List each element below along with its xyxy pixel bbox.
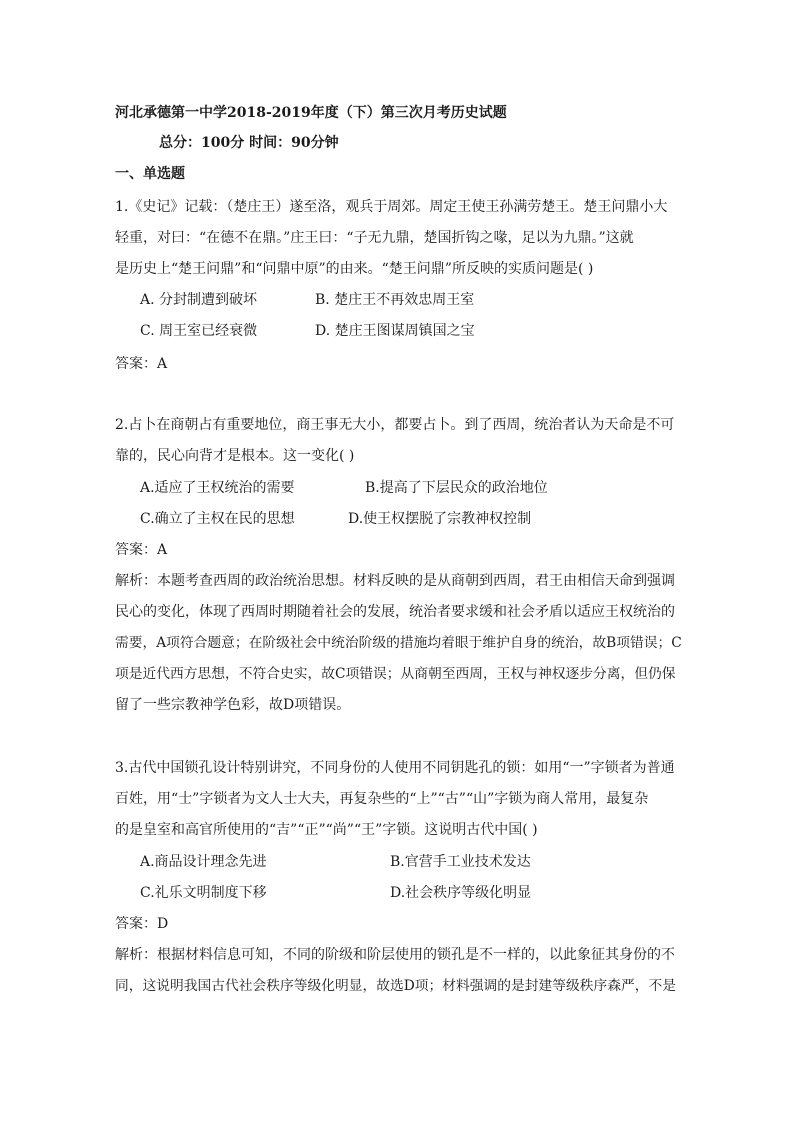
question-1-option-d: D. 楚庄王图谋周镇国之宝 bbox=[315, 323, 475, 339]
section-heading: 一、单选题 bbox=[115, 166, 185, 182]
question-1-stem-line-1: 1.《史记》记载：（楚庄王）遂至洛，观兵于周郊。周定王使王孙满劳楚王。楚王问鼎小大 bbox=[115, 199, 668, 215]
question-3-option-d: D.社会秩序等级化明显 bbox=[390, 885, 532, 901]
question-1-stem-line-3: 是历史上“楚王问鼎”和“问鼎中原”的由来。“楚王问鼎”所反映的实质问题是( ) bbox=[115, 261, 594, 277]
question-1-stem-line-2: 轻重，对曰：“在德不在鼎。”庄王曰：“子无九鼎，楚国折钩之喙，足以为九鼎。”这就 bbox=[115, 230, 634, 246]
question-3-answer: 答案：D bbox=[115, 916, 169, 932]
question-3-option-c: C.礼乐文明制度下移 bbox=[140, 885, 267, 901]
question-3-analysis-line-2: 同，这说明我国古代社会秩序等级化明显，故选D项；材料强调的是封建等级秩序森严，不是 bbox=[115, 978, 677, 994]
question-2-analysis-line-3: 需要，A项符合题意；在阶级社会中统治阶级的措施均着眼于维护自身的统治，故B项错误；C bbox=[115, 635, 682, 651]
question-1-option-c: C. 周王室已经衰微 bbox=[140, 323, 258, 339]
question-3-analysis-line-1: 解析：根据材料信息可知，不同的阶级和阶层使用的锁孔是不一样的，以此象征其身份的不 bbox=[115, 947, 675, 963]
question-2-analysis-line-1: 解析：本题考查西周的政治统治思想。材料反映的是从商朝到西周，君王由相信天命到强调 bbox=[115, 573, 675, 589]
question-2-option-b: B.提高了下层民众的政治地位 bbox=[365, 480, 548, 496]
exam-page bbox=[115, 0, 685, 1123]
question-3-option-a: A.商品设计理念先进 bbox=[140, 854, 267, 870]
question-2-option-c: C.确立了主权在民的思想 bbox=[140, 511, 295, 527]
question-1-answer: 答案：A bbox=[115, 356, 168, 372]
question-2-stem-line-2: 靠的，民心向背才是根本。这一变化( ) bbox=[115, 448, 355, 464]
exam-meta: 总分：100分 时间：90分钟 bbox=[159, 135, 339, 151]
question-2-option-a: A.适应了王权统治的需要 bbox=[140, 480, 295, 496]
question-1-option-b: B. 楚庄王不再效忠周王室 bbox=[315, 292, 475, 308]
question-2-analysis-line-5: 留了一些宗教神学色彩，故D项错误。 bbox=[115, 697, 351, 713]
question-3-stem-line-1: 3.古代中国锁孔设计特别讲究，不同身份的人使用不同钥匙孔的锁：如用“一”字锁者为普通 bbox=[115, 760, 675, 776]
question-2-answer: 答案：A bbox=[115, 542, 168, 558]
question-3-option-b: B.官营手工业技术发达 bbox=[390, 854, 531, 870]
question-2-option-d: D.使王权摆脱了宗教神权控制 bbox=[348, 511, 532, 527]
question-2-stem-line-1: 2.占卜在商朝占有重要地位，商王事无大小，都要占卜。到了西周，统治者认为天命是不可 bbox=[115, 417, 675, 433]
exam-title: 河北承德第一中学2018-2019年度（下）第三次月考历史试题 bbox=[115, 105, 507, 121]
question-3-stem-line-2: 百姓，用“士”字锁者为文人士大夫，再复杂些的“上”“古”“山”字锁为商人常用，最复杂 bbox=[115, 791, 649, 807]
question-2-analysis-line-4: 项是近代西方思想，不符合史实，故C项错误；从商朝至西周，王权与神权逐步分离，但仍保 bbox=[115, 666, 676, 682]
question-3-stem-line-3: 的是皇室和高官所使用的“吉”“正”“尚”“王”字锁。这说明古代中国( ) bbox=[115, 822, 538, 838]
question-2-analysis-line-2: 民心的变化，体现了西周时期随着社会的发展，统治者要求缓和社会矛盾以适应王权统治的 bbox=[115, 604, 675, 620]
question-1-option-a: A. 分封制遭到破坏 bbox=[140, 292, 258, 308]
